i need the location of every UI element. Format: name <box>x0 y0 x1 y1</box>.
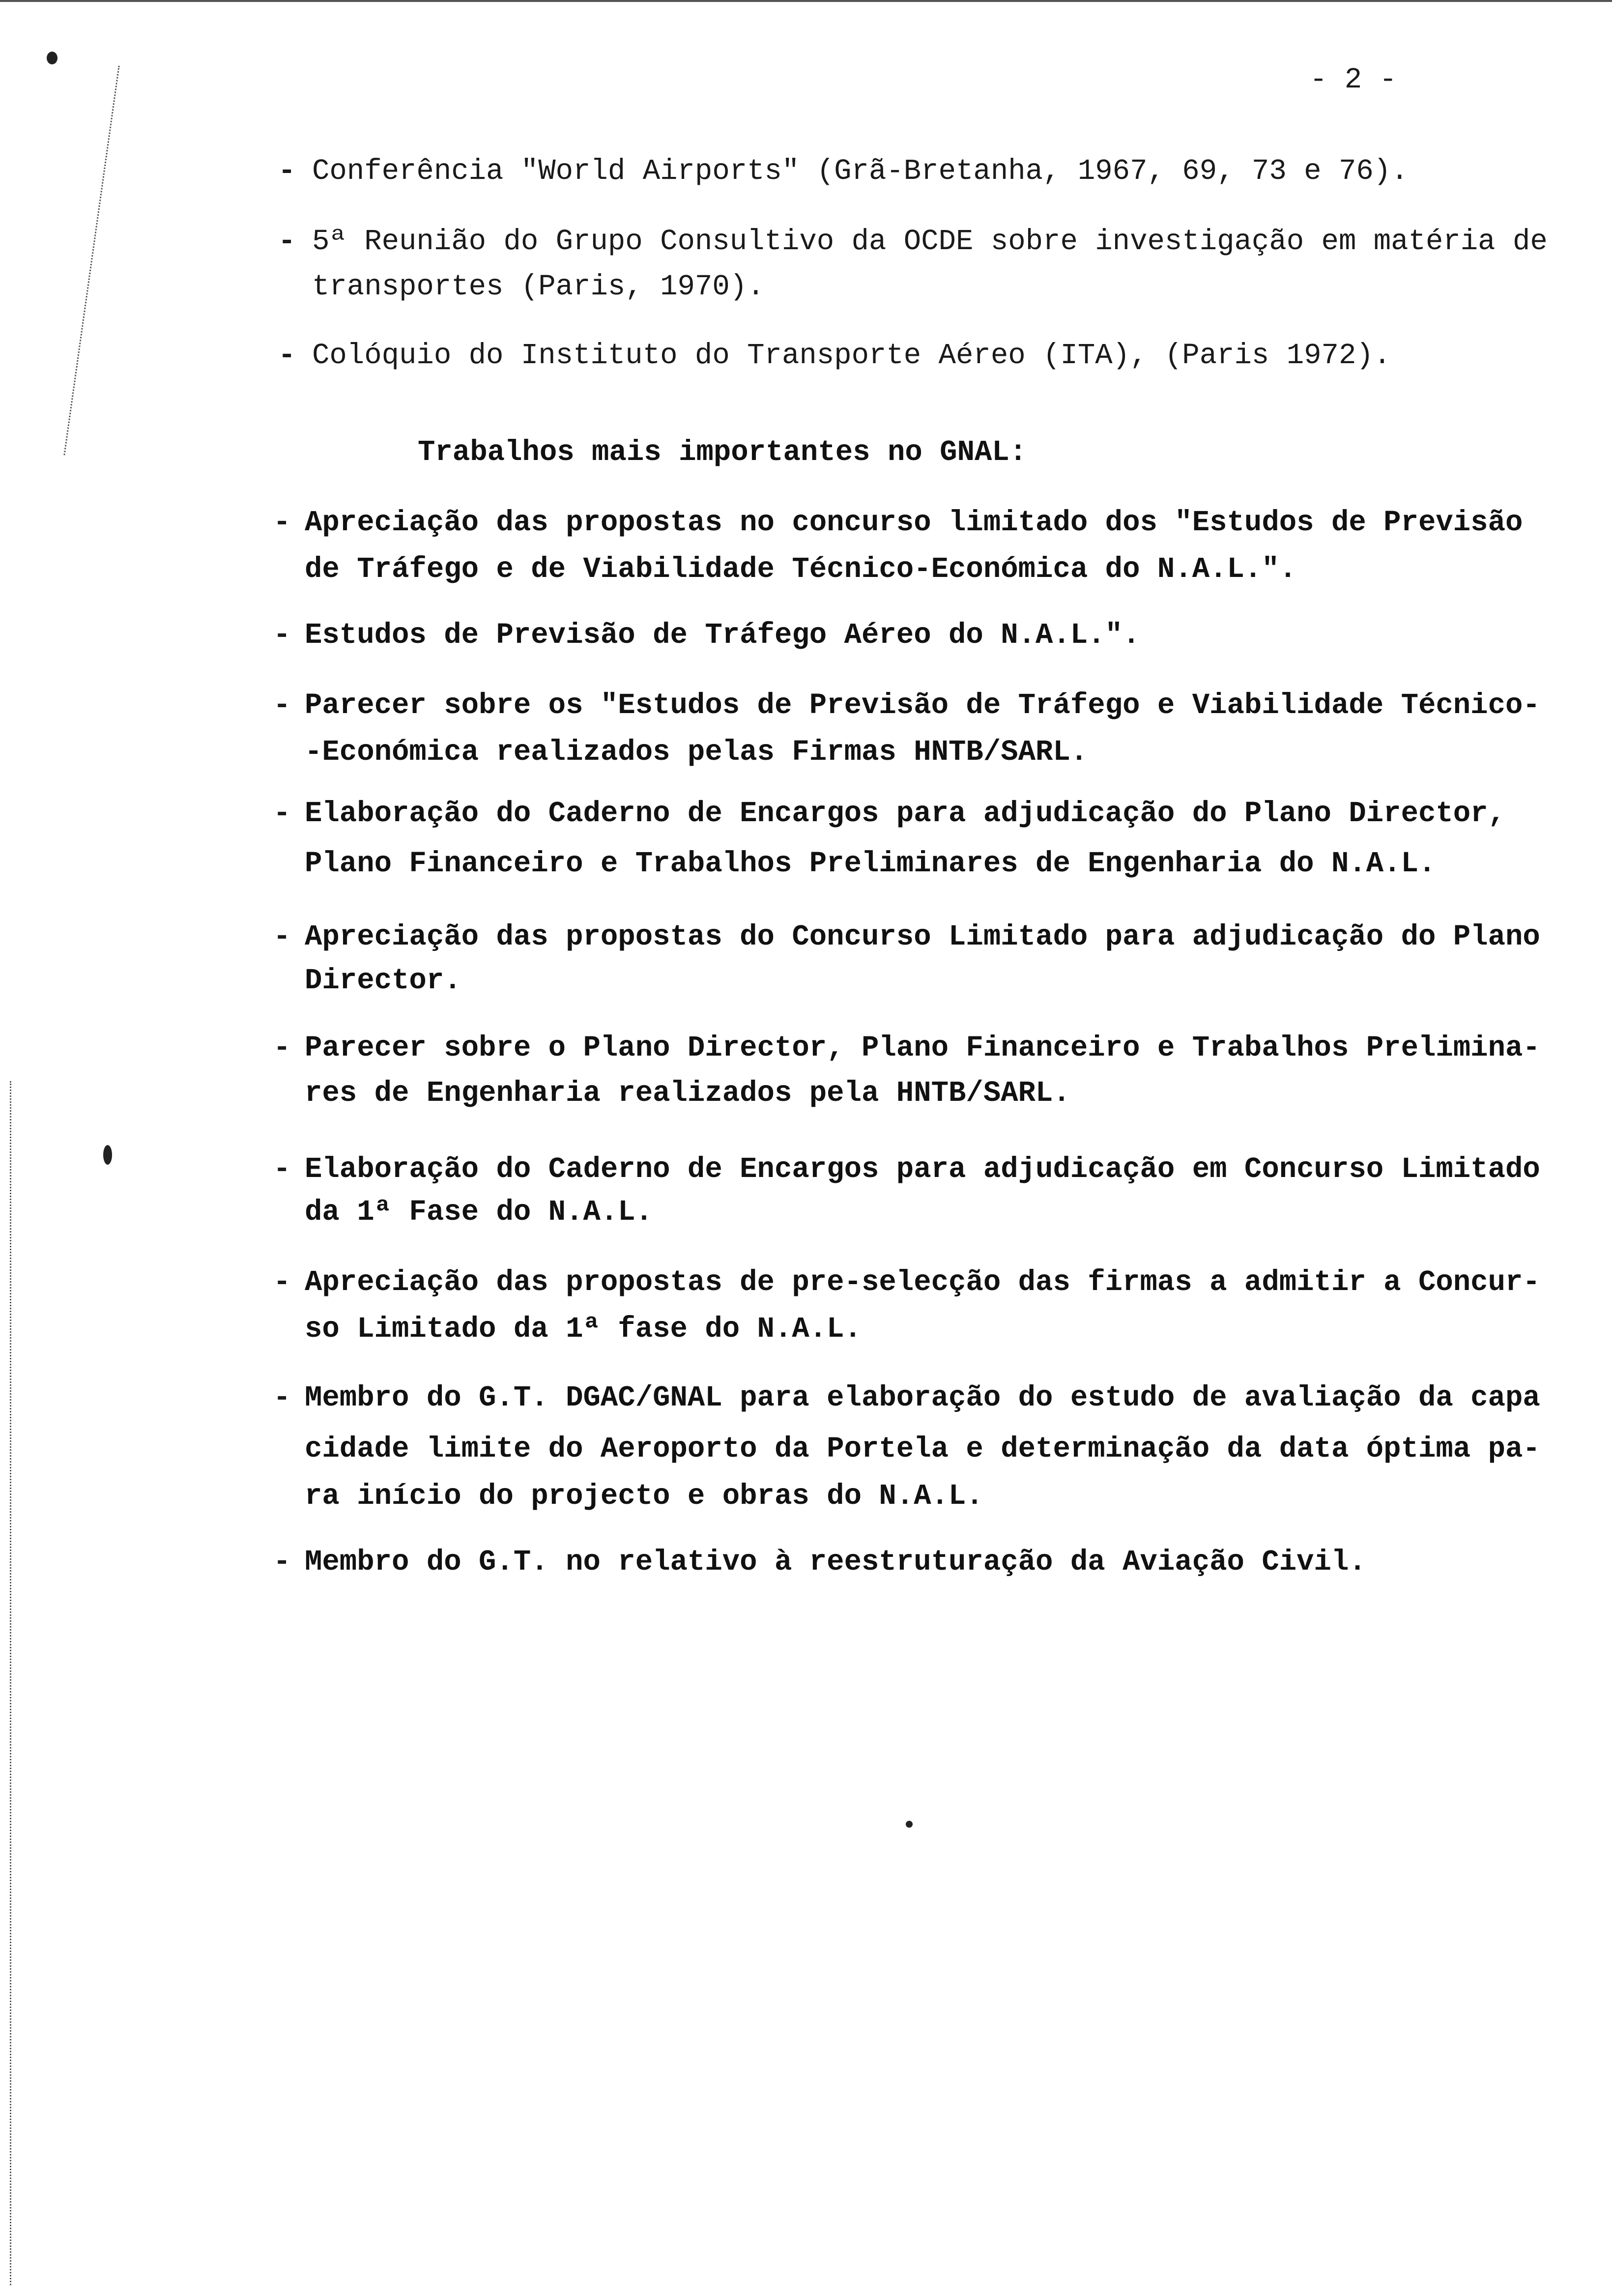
bullet-dash: - <box>273 1381 291 1414</box>
list-item-line: Parecer sobre o Plano Director, Plano Financeiro e Trabalhos Prelimina- <box>305 1031 1540 1064</box>
list-item-line: Apreciação das propostas do Concurso Limitado para adjudicação do Plano <box>305 920 1540 953</box>
scan-margin-mark <box>10 1081 11 2285</box>
list-item-line: Colóquio do Instituto do Transporte Aéreo (ITA), (Paris 1972). <box>312 339 1391 372</box>
list-item-line: Elaboração do Caderno de Encargos para adjudicação em Concurso Limitado <box>305 1153 1540 1186</box>
section-heading: Trabalhos mais importantes no GNAL: <box>418 435 1027 469</box>
scan-speck <box>47 52 58 64</box>
scan-edge-line <box>0 0 1612 2</box>
list-item-line: Elaboração do Caderno de Encargos para adjudicação do Plano Director, <box>305 797 1505 831</box>
list-item-line: transportes (Paris, 1970). <box>312 270 765 303</box>
page-number: - 2 - <box>1310 63 1397 96</box>
list-item-line: so Limitado da 1ª fase do N.A.L. <box>305 1312 862 1346</box>
scan-speck <box>906 1821 913 1828</box>
bullet-dash: - <box>273 506 291 539</box>
bullet-dash: - <box>278 225 296 258</box>
list-item-line: Plano Financeiro e Trabalhos Preliminares de Engenharia do N.A.L. <box>305 847 1436 880</box>
bullet-dash: - <box>273 1153 291 1186</box>
list-item-line: Parecer sobre os "Estudos de Previsão de Tráfego e Viabilidade Técnico- <box>305 689 1540 722</box>
list-item-line: ra início do projecto e obras do N.A.L. <box>305 1479 983 1513</box>
bullet-dash: - <box>273 797 291 831</box>
bullet-dash: - <box>273 689 291 722</box>
bullet-dash: - <box>273 920 291 953</box>
list-item-line: Membro do G.T. DGAC/GNAL para elaboração do estudo de avaliação da capa <box>305 1381 1540 1414</box>
scan-margin-mark <box>63 66 119 456</box>
list-item-line: Director. <box>305 964 461 997</box>
list-item-line: Apreciação das propostas no concurso limitado dos "Estudos de Previsão <box>305 506 1523 539</box>
bullet-dash: - <box>273 1265 291 1299</box>
bullet-dash: - <box>273 1545 291 1578</box>
list-item-line: cidade limite do Aeroporto da Portela e determinação da data óptima pa- <box>305 1433 1540 1466</box>
bullet-dash: - <box>278 154 296 188</box>
list-item-line: 5ª Reunião do Grupo Consultivo da OCDE sobre investigação em matéria de <box>312 225 1548 258</box>
list-item-line: Conferência "World Airports" (Grã-Bretanha, 1967, 69, 73 e 76). <box>312 154 1409 188</box>
bullet-dash: - <box>278 339 296 372</box>
list-item-line: res de Engenharia realizados pela HNTB/SARL. <box>305 1077 1070 1110</box>
list-item-line: -Económica realizados pelas Firmas HNTB/SARL. <box>305 736 1088 769</box>
list-item-line: de Tráfego e de Viabilidade Técnico-Económica do N.A.L.". <box>305 552 1297 586</box>
list-item-line: Apreciação das propostas de pre-selecção das firmas a admitir a Concur- <box>305 1265 1540 1299</box>
list-item-line: Estudos de Previsão de Tráfego Aéreo do N.A.L.". <box>305 618 1140 652</box>
scan-speck <box>103 1145 112 1165</box>
list-item-line: da 1ª Fase do N.A.L. <box>305 1195 653 1229</box>
bullet-dash: - <box>273 618 291 652</box>
list-item-line: Membro do G.T. no relativo à reestruturação da Aviação Civil. <box>305 1545 1366 1578</box>
bullet-dash: - <box>273 1031 291 1064</box>
